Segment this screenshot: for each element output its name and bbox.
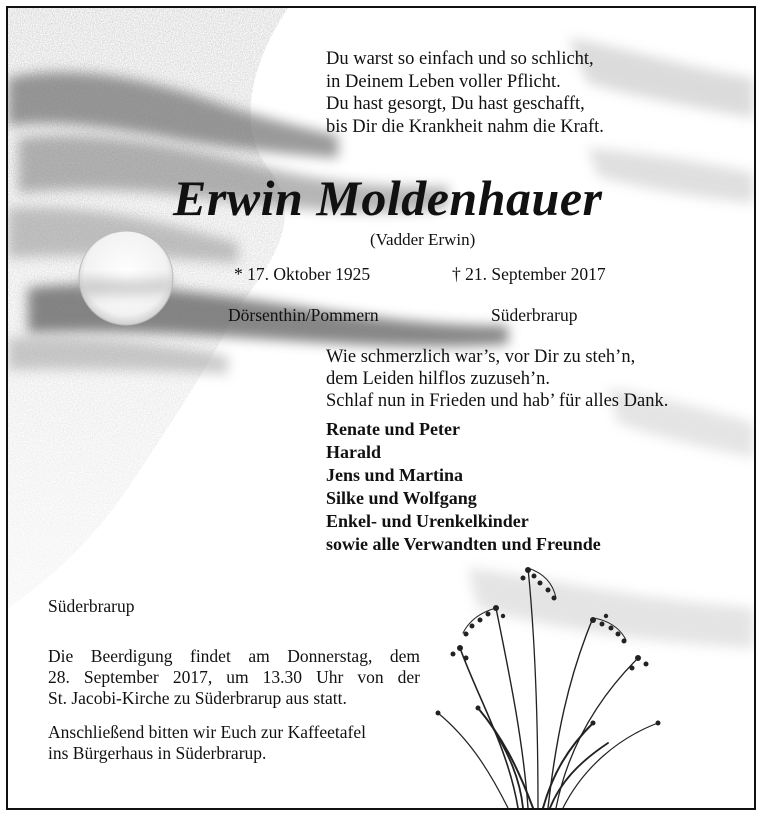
poem-bottom	[326, 346, 668, 412]
death-date: † 21. September 2017	[452, 264, 606, 284]
funeral-line: 28. September 2017, um 13.30 Uhr von der	[48, 667, 420, 687]
mourner-entry: Silke und Wolfgang	[326, 488, 477, 508]
mourner-entry: Renate und Peter	[326, 419, 460, 439]
obituary-frame	[6, 6, 756, 810]
funeral-line: Die Beerdigung findet am Donnerstag, dem	[48, 646, 420, 666]
mourner-entry: sowie alle Verwandten und Freunde	[326, 534, 601, 554]
moon	[78, 231, 173, 325]
birth-place: Dörsenthin/Pommern	[228, 305, 379, 325]
reception-line: Anschließend bitten wir Euch zur Kaffeetafel	[48, 722, 366, 742]
reception-line: ins Bürgerhaus in Süderbrarup.	[48, 743, 267, 763]
nickname: (Vadder Erwin)	[370, 230, 476, 249]
mourner-entry: Harald	[326, 442, 382, 462]
poem-top	[326, 48, 604, 138]
poem-line: bis Dir die Krankheit nahm die Kraft.	[326, 116, 604, 137]
death-place: Süderbrarup	[491, 305, 578, 325]
mourner-entry: Enkel- und Urenkelkinder	[326, 511, 529, 531]
seed-clusters	[436, 567, 661, 726]
funeral-line: St. Jacobi-Kirche zu Süderbrarup aus statt.	[48, 688, 347, 708]
mourner-entry: Jens und Martina	[326, 465, 464, 485]
poem-line: Du warst so einfach und so schlicht,	[326, 49, 594, 69]
reception-info	[48, 722, 366, 764]
poem-line: Du hast gesorgt, Du hast geschafft,	[326, 94, 585, 114]
birth-date: * 17. Oktober 1925	[234, 264, 371, 284]
notice-place: Süderbrarup	[48, 596, 135, 616]
poem-line: in Deinem Leben voller Pflicht.	[326, 71, 561, 92]
poem-line: Wie schmerzlich war’s, vor Dir zu steh’n,	[326, 347, 636, 367]
deceased-name: Erwin Moldenhauer	[173, 170, 603, 226]
mourners-list	[326, 418, 601, 556]
funeral-info	[48, 646, 420, 709]
poem-line: Schlaf nun in Frieden und hab’ für alles Dank.	[326, 391, 669, 411]
poem-line: dem Leiden hilflos zuzuseh’n.	[326, 369, 550, 389]
